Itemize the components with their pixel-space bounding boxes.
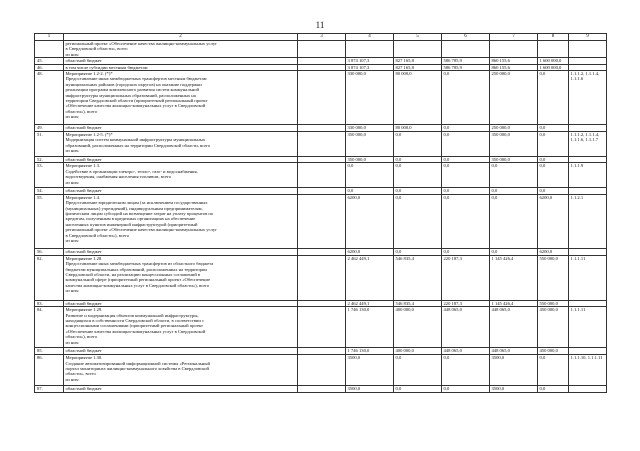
year3-value: 0,0 bbox=[490, 194, 538, 248]
target-indicators: 1.1.1.11 bbox=[569, 255, 607, 300]
row-description: областной бюджет bbox=[64, 125, 298, 132]
year4-value: 6200,0 bbox=[538, 194, 569, 248]
total-value: 1 746 130,0 bbox=[346, 307, 394, 348]
year4-value: 550 000,0 bbox=[538, 255, 569, 300]
row-description: областной бюджет bbox=[64, 348, 298, 355]
year3-value: 350 000,0 bbox=[490, 132, 538, 157]
col3-value bbox=[298, 248, 346, 255]
total-value: 350 000,0 bbox=[346, 132, 394, 157]
year2-value: 0,0 bbox=[442, 194, 490, 248]
table-row bbox=[35, 386, 607, 393]
col3-value bbox=[298, 71, 346, 125]
table-row bbox=[35, 248, 607, 255]
year2-value: 586 785,9 bbox=[442, 58, 490, 64]
row-description: региональный проект «Обеспечение качества жилищно-коммунальных услуг в Свердловской области», всего из них: bbox=[64, 41, 298, 58]
row-number: 52. bbox=[35, 157, 64, 163]
total-value: 330 000,0 bbox=[346, 71, 394, 125]
year2-value: 0,0 bbox=[442, 157, 490, 163]
year4-value: 550 000,0 bbox=[538, 300, 569, 306]
row-number: 53. bbox=[35, 163, 64, 188]
total-value: 2 462 449,1 bbox=[346, 300, 394, 306]
year4-value bbox=[538, 41, 569, 58]
total-value: 2 462 449,1 bbox=[346, 255, 394, 300]
row-description: Мероприятие 1.29. Развитие и модернизация объектов коммунальной инфраструктуры, находящихся в собственности Свердловской области, в соответствии с концессионными соглашениями (приоритетный региональный проект «Обеспечение качества жилищно-коммунальных услуг в Свердловской области»), всего из них: bbox=[64, 307, 298, 348]
header-cell: 9 bbox=[569, 34, 607, 41]
year3-value: 448 065,0 bbox=[490, 348, 538, 355]
year3-value: 3500,0 bbox=[490, 386, 538, 393]
target-indicators: 1.1.1.9 bbox=[569, 163, 607, 188]
total-value bbox=[346, 41, 394, 58]
year2-value: 0,0 bbox=[442, 132, 490, 157]
year1-value: 0,0 bbox=[394, 188, 442, 194]
table-row bbox=[35, 132, 607, 157]
total-value: 6200,0 bbox=[346, 194, 394, 248]
header-cell: 6 bbox=[442, 34, 490, 41]
year1-value: 0,0 bbox=[394, 355, 442, 386]
year3-value: 0,0 bbox=[490, 163, 538, 188]
row-number: 51. bbox=[35, 132, 64, 157]
row-number: 87. bbox=[35, 386, 64, 393]
year4-value: 0,0 bbox=[538, 125, 569, 132]
year3-value: 1 145 426,4 bbox=[490, 300, 538, 306]
total-value: 3500,0 bbox=[346, 355, 394, 386]
target-indicators bbox=[569, 348, 607, 355]
total-value: 3 874 107,3 bbox=[346, 64, 394, 70]
year2-value: 220 187,3 bbox=[442, 255, 490, 300]
target-indicators: 1.1.1.2, 1.1.1.4, 1.1.1.6 bbox=[569, 71, 607, 125]
row-description: Мероприятие 1.28. Предоставление иных межбюджетных трансфертов из областного бюджета бюджетам муниципальных образований, расположенных на территории Свердловской области, на реализацию концессионных соглашений в коммунальной сфере (приоритетный региональный проект «Обеспечение качества жилищно-коммунальных услуг в Свердловской области»), всего из них: bbox=[64, 255, 298, 300]
total-value: 0,0 bbox=[346, 188, 394, 194]
table-header-row bbox=[35, 34, 607, 41]
row-description: Мероприятие 1.3. Содействие в организации электро-, тепло-, газо- и водоснабжения, водоотведения, снабжения населения топливом, всего из них: bbox=[64, 163, 298, 188]
year2-value: 0,0 bbox=[442, 125, 490, 132]
target-indicators: 1.1.1.2, 1.1.1.4, 1.1.1.6, 1.1.1.7 bbox=[569, 132, 607, 157]
year2-value: 448 065,0 bbox=[442, 348, 490, 355]
year3-value: 1 145 426,4 bbox=[490, 255, 538, 300]
table-row bbox=[35, 255, 607, 300]
col3-value bbox=[298, 348, 346, 355]
year1-value: 80 000,0 bbox=[394, 71, 442, 125]
row-description: Мероприятие 1.2-5. (*)* Модернизация систем коммунальной инфраструктуры муниципальных образований, расположенных на территории Свердловской области, всего из них: bbox=[64, 132, 298, 157]
year4-value: 0,0 bbox=[538, 71, 569, 125]
year3-value: 0,0 bbox=[490, 188, 538, 194]
total-value: 330 000,0 bbox=[346, 125, 394, 132]
col3-value bbox=[298, 386, 346, 393]
year3-value: 860 155,6 bbox=[490, 64, 538, 70]
year3-value: 860 155,6 bbox=[490, 58, 538, 64]
year2-value: 0,0 bbox=[442, 188, 490, 194]
col3-value bbox=[298, 194, 346, 248]
year1-value: 0,0 bbox=[394, 386, 442, 393]
col3-value bbox=[298, 255, 346, 300]
row-description: областной бюджет bbox=[64, 157, 298, 163]
year1-value: 827 165,8 bbox=[394, 64, 442, 70]
row-number: 49. bbox=[35, 125, 64, 132]
row-number: 54. bbox=[35, 188, 64, 194]
year3-value: 250 000,0 bbox=[490, 125, 538, 132]
row-description: областной бюджет bbox=[64, 58, 298, 64]
row-number bbox=[35, 41, 64, 58]
table-row bbox=[35, 307, 607, 348]
year2-value: 0,0 bbox=[442, 248, 490, 255]
year1-value bbox=[394, 41, 442, 58]
row-number: 56. bbox=[35, 248, 64, 255]
target-indicators bbox=[569, 41, 607, 58]
table-row bbox=[35, 163, 607, 188]
total-value: 3 874 107,3 bbox=[346, 58, 394, 64]
page-number: 11 bbox=[315, 20, 325, 30]
table-body bbox=[35, 34, 607, 393]
header-cell: 8 bbox=[538, 34, 569, 41]
year1-value: 0,0 bbox=[394, 194, 442, 248]
total-value: 3500,0 bbox=[346, 386, 394, 393]
row-number: 48. bbox=[35, 71, 64, 125]
row-number: 55. bbox=[35, 194, 64, 248]
table-row bbox=[35, 194, 607, 248]
target-indicators bbox=[569, 386, 607, 393]
row-description: областной бюджет bbox=[64, 300, 298, 306]
year1-value: 400 000,0 bbox=[394, 307, 442, 348]
year4-value: 0,0 bbox=[538, 355, 569, 386]
year4-value: 0,0 bbox=[538, 188, 569, 194]
year4-value: 1 600 000,0 bbox=[538, 64, 569, 70]
table-row bbox=[35, 71, 607, 125]
year2-value: 0,0 bbox=[442, 386, 490, 393]
year3-value bbox=[490, 41, 538, 58]
year1-value: 546 835,4 bbox=[394, 300, 442, 306]
header-cell: 3 bbox=[298, 34, 346, 41]
year1-value: 0,0 bbox=[394, 132, 442, 157]
year3-value: 3500,0 bbox=[490, 355, 538, 386]
year2-value: 0,0 bbox=[442, 71, 490, 125]
col3-value bbox=[298, 307, 346, 348]
year1-value: 80 000,0 bbox=[394, 125, 442, 132]
total-value: 350 000,0 bbox=[346, 157, 394, 163]
table-row bbox=[35, 348, 607, 355]
table-row bbox=[35, 125, 607, 132]
year4-value: 450 000,0 bbox=[538, 307, 569, 348]
total-value: 0,0 bbox=[346, 163, 394, 188]
year2-value: 586 785,9 bbox=[442, 64, 490, 70]
year1-value: 0,0 bbox=[394, 157, 442, 163]
target-indicators bbox=[569, 125, 607, 132]
year3-value: 350 000,0 bbox=[490, 157, 538, 163]
year2-value: 0,0 bbox=[442, 355, 490, 386]
total-value: 1 746 130,0 bbox=[346, 348, 394, 355]
target-indicators: 1.1.1.11 bbox=[569, 307, 607, 348]
year3-value: 448 065,0 bbox=[490, 307, 538, 348]
year4-value: 0,0 bbox=[538, 163, 569, 188]
header-cell: 1 bbox=[35, 34, 64, 41]
year2-value: 0,0 bbox=[442, 163, 490, 188]
header-cell: 4 bbox=[346, 34, 394, 41]
table-row bbox=[35, 41, 607, 58]
year4-value: 0,0 bbox=[538, 132, 569, 157]
row-number: 85. bbox=[35, 348, 64, 355]
col3-value bbox=[298, 163, 346, 188]
year1-value: 400 000,0 bbox=[394, 348, 442, 355]
budget-table bbox=[34, 33, 607, 393]
year2-value bbox=[442, 41, 490, 58]
year1-value: 827 165,8 bbox=[394, 58, 442, 64]
row-number: 82. bbox=[35, 255, 64, 300]
year4-value: 1 600 000,0 bbox=[538, 58, 569, 64]
row-number: 45. bbox=[35, 58, 64, 64]
year4-value: 0,0 bbox=[538, 157, 569, 163]
row-description: областной бюджет bbox=[64, 248, 298, 255]
year3-value: 250 000,0 bbox=[490, 71, 538, 125]
year4-value: 450 000,0 bbox=[538, 348, 569, 355]
year4-value: 0,0 bbox=[538, 386, 569, 393]
header-cell: 7 bbox=[490, 34, 538, 41]
col3-value bbox=[298, 132, 346, 157]
row-description: областной бюджет bbox=[64, 386, 298, 393]
year1-value: 0,0 bbox=[394, 163, 442, 188]
table-row bbox=[35, 355, 607, 386]
row-description: Мероприятие 1.30. Создание автоматизированной информационной системы «Региональный портал мониторинга жилищно-коммунального хозяйства в Свердловской области», всего из них: bbox=[64, 355, 298, 386]
header-cell: 2 bbox=[64, 34, 298, 41]
target-indicators bbox=[569, 248, 607, 255]
total-value: 6200,0 bbox=[346, 248, 394, 255]
row-number: 83. bbox=[35, 300, 64, 306]
row-description: в том числе субсидии местным бюджетам bbox=[64, 64, 298, 70]
year1-value: 546 835,4 bbox=[394, 255, 442, 300]
row-description: Мероприятие 1.4. Предоставление юридическим лицам (за исключением государственных (муниципальных) учреждений), индивидуальным предпринимателям, физическим лицам субсидий на возмещение затрат на уплату процентов по кредитам, полученным в кредитных организациях на обеспечение населенных пунктов инженерной инфраструктурой (приоритетный региональный проект «Обеспечение качества жилищно-коммунальных услуг в Свердловской области»), всего из них: bbox=[64, 194, 298, 248]
row-number: 46. bbox=[35, 64, 64, 70]
year1-value: 0,0 bbox=[394, 248, 442, 255]
header-cell: 5 bbox=[394, 34, 442, 41]
row-number: 84. bbox=[35, 307, 64, 348]
target-indicators: 1.1.1.10, 1.1.1.11 bbox=[569, 355, 607, 386]
year2-value: 448 065,0 bbox=[442, 307, 490, 348]
year4-value: 6200,0 bbox=[538, 248, 569, 255]
target-indicators: 1.1.2.1 bbox=[569, 194, 607, 248]
row-number: 86. bbox=[35, 355, 64, 386]
year2-value: 220 187,3 bbox=[442, 300, 490, 306]
col3-value bbox=[298, 41, 346, 58]
year3-value: 0,0 bbox=[490, 248, 538, 255]
col3-value bbox=[298, 355, 346, 386]
row-description: Мероприятие 1.2-2. (*)* Предоставление иных межбюджетных трансфертов местным бюджетам муниципальных районов (городских округов) на оказание поддержки реализации программ комплексного развития систем коммунальной инфраструктуры муниципальных образований, расположенных на территории Свердловской области (приоритетный региональный проект «Обеспечение качества жилищно-коммунальных услуг в Свердловской области»), всего из них: bbox=[64, 71, 298, 125]
col3-value bbox=[298, 125, 346, 132]
row-description: областной бюджет bbox=[64, 188, 298, 194]
